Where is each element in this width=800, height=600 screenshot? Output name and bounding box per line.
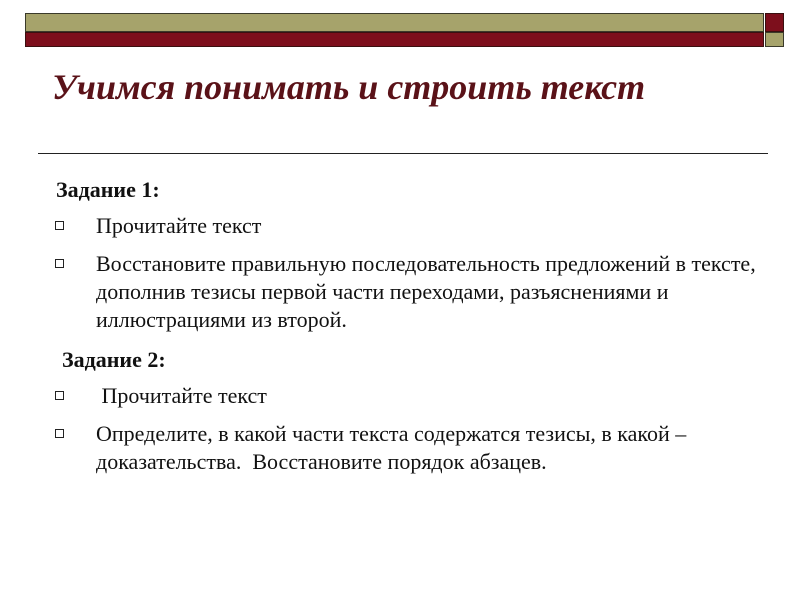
- decorative-square-olive: [765, 32, 784, 47]
- hollow-square-bullet-icon: [55, 429, 64, 438]
- hollow-square-bullet-icon: [55, 221, 64, 230]
- task-2-item-1: [52, 382, 772, 410]
- task-1-item-2-text: Восстановите правильную последовательность предложений в тексте, дополнив тезисы первой части переходами, разъяснениями и иллюстрациями из второй.: [96, 251, 756, 332]
- decorative-square-red: [765, 13, 784, 32]
- task-1-heading: Задание 1:: [56, 177, 160, 202]
- hollow-square-bullet-icon: [55, 391, 64, 400]
- title-divider: [38, 153, 768, 154]
- task-1-item-1: [52, 212, 772, 240]
- slide-title: Учимся понимать и строить текст: [52, 67, 646, 107]
- decorative-bar-red: [25, 32, 764, 47]
- task-2-heading: Задание 2:: [62, 347, 166, 372]
- task-2-item-2: [52, 420, 772, 476]
- task-1-item-2: [52, 250, 772, 334]
- slide-content: [52, 176, 772, 486]
- hollow-square-bullet-icon: [55, 259, 64, 268]
- decorative-bar-olive: [25, 13, 764, 32]
- task-1-item-1-text: Прочитайте текст: [96, 213, 262, 238]
- task-2-item-1-text: Прочитайте текст: [96, 383, 267, 408]
- task-2-item-2-text: Определите, в какой части текста содержатся тезисы, в какой – доказательства. Восстановите порядок абзацев.: [96, 421, 692, 474]
